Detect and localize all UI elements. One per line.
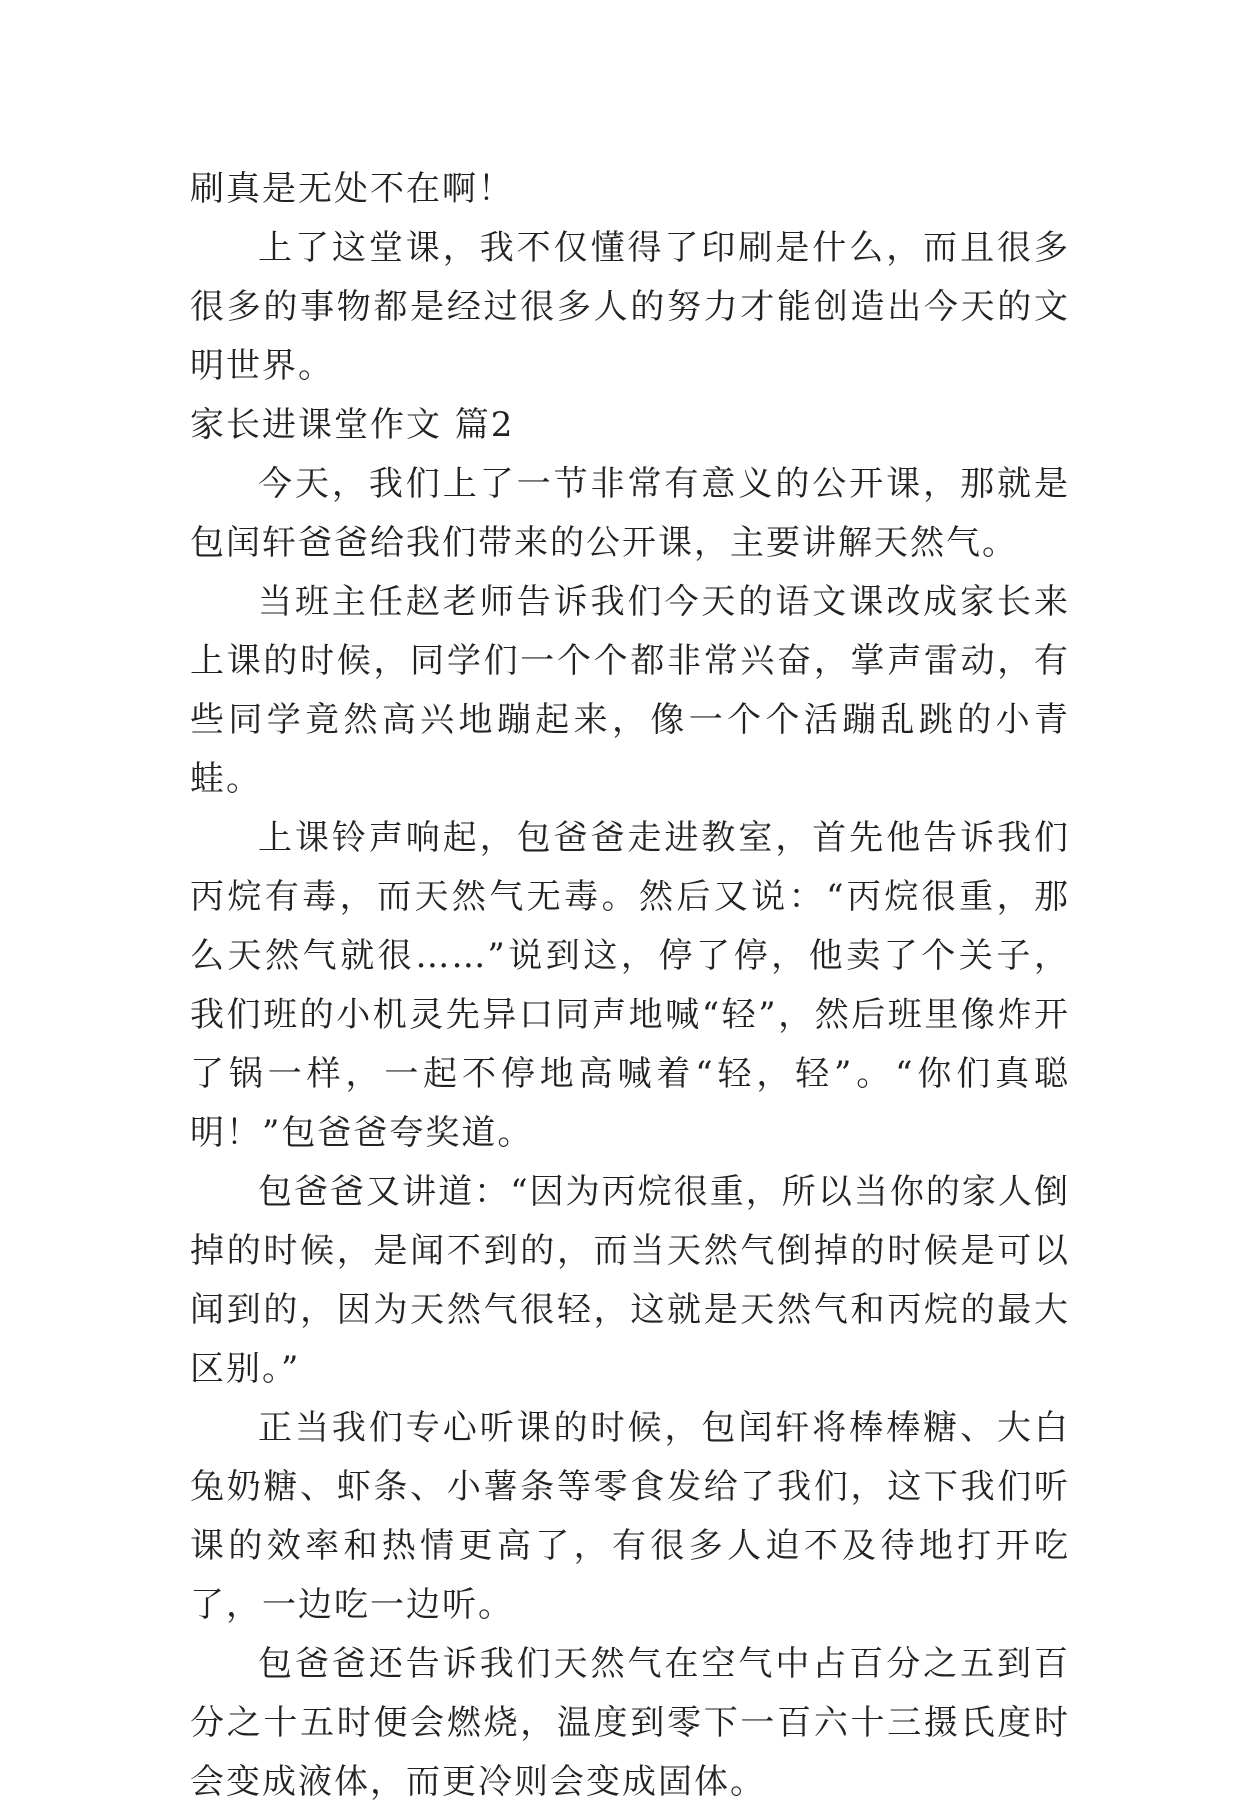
paragraph: 今天，我们上了一节非常有意义的公开课，那就是包闰轩爸爸给我们带来的公开课，主要讲解天然气。 (190, 464, 1070, 563)
paragraph: 当班主任赵老师告诉我们今天的语文课改成家长来上课的时候，同学们一个个都非常兴奋，掌声雷动，有些同学竟然高兴地蹦起来，像一个个活蹦乱跳的小青蛙。 (190, 582, 1070, 799)
paragraph: 上了这堂课，我不仅懂得了印刷是什么，而且很多很多的事物都是经过很多人的努力才能创造出今天的文明世界。 (190, 228, 1070, 386)
paragraph: 正当我们专心听课的时候，包闰轩将棒棒糖、大白兔奶糖、虾条、小薯条等零食发给了我们，这下我们听课的效率和热情更高了，有很多人迫不及待地打开吃了，一边吃一边听。 (190, 1408, 1070, 1625)
paragraph: 上课铃声响起，包爸爸走进教室，首先他告诉我们丙烷有毒，而天然气无毒。然后又说：“丙烷很重，那么天然气就很……”说到这，停了停，他卖了个关子，我们班的小机灵先异口同声地喊“轻”，然后班里像炸开了锅一样，一起不停地高喊着“轻，轻”。“你们真聪明！”包爸爸夸奖道。 (190, 818, 1070, 1153)
article-body (190, 160, 1070, 1812)
paragraph: 包爸爸又讲道：“因为丙烷很重，所以当你的家人倒掉的时候，是闻不到的，而当天然气倒掉的时候是可以闻到的，因为天然气很轻，这就是天然气和丙烷的最大区别。” (190, 1172, 1070, 1389)
section-heading: 家长进课堂作文 篇2 (190, 405, 515, 445)
paragraph-continuation: 刷真是无处不在啊！ (190, 169, 514, 209)
paragraph: 包爸爸还告诉我们天然气在空气中占百分之五到百分之十五时便会燃烧，温度到零下一百六十三摄氏度时会变成液体，而更冷则会变成固体。 (190, 1644, 1070, 1802)
